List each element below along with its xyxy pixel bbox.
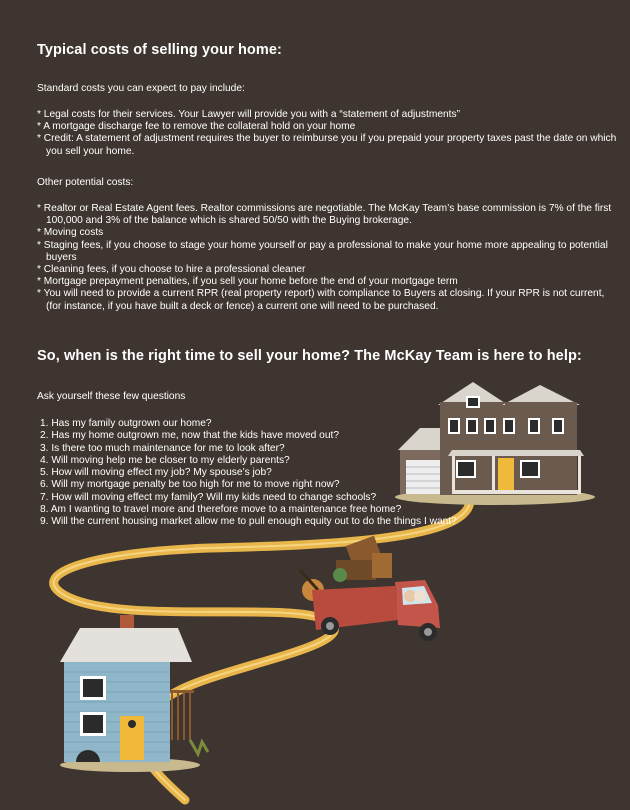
list-item: 9. Will the current housing market allow me to pull enough equity out to do the things I want? bbox=[40, 516, 457, 528]
other-costs-intro: Other potential costs: bbox=[37, 177, 134, 188]
small-house-icon bbox=[60, 615, 208, 772]
list-item: 1. Has my family outgrown our home? bbox=[40, 418, 212, 429]
list-item: * Moving costs bbox=[37, 227, 104, 239]
list-item: * Staging fees, if you choose to stage your home yourself or pay a professional to make your home more appealing to potential buyers bbox=[37, 239, 608, 263]
list-item: 5. How will moving effect my job? My spouse’s job? bbox=[40, 467, 272, 479]
list-item: 8. Am I wanting to travel more and therefore move to a maintenance free home? bbox=[40, 504, 402, 516]
list-item: 6. Will my mortgage penalty be too high for me to move right now? bbox=[40, 479, 340, 491]
other-costs-list bbox=[37, 203, 622, 313]
list-item: 3. Is there too much maintenance for me to look after? bbox=[40, 442, 285, 454]
list-item: 4. Will moving help me be closer to my elderly parents? bbox=[40, 454, 290, 466]
list-item: 7. How will moving effect my family? Will my kids need to change schools? bbox=[40, 491, 377, 503]
questions-intro: Ask yourself these few questions bbox=[37, 391, 186, 402]
list-item: * Realtor or Real Estate Agent fees. Realtor commissions are negotiable. The McKay Team’s base commission is 7% of the first 100,000 and 3% of the balance which is shared 50/50 with the Buying brokerage. bbox=[37, 203, 612, 227]
list-item: * Cleaning fees, if you choose to hire a professional cleaner bbox=[37, 264, 306, 276]
list-item: * Credit: A statement of adjustment requires the buyer to reimburse you if you prepaid your property taxes past the date on which you sell your home. bbox=[37, 133, 617, 157]
section-heading-timing: So, when is the right time to sell your home? The McKay Team is here to help: bbox=[37, 348, 582, 364]
section-heading-costs: Typical costs of selling your home: bbox=[37, 42, 282, 58]
moving-truck-icon bbox=[300, 536, 440, 641]
list-item: * Mortgage prepayment penalties, if you sell your home before the end of your mortgage term bbox=[37, 276, 458, 288]
questions-list bbox=[37, 418, 622, 529]
standard-costs-intro: Standard costs you can expect to pay include: bbox=[37, 83, 245, 94]
list-item: 2. Has my home outgrown me, now that the kids have moved out? bbox=[40, 430, 339, 442]
list-item: * A mortgage discharge fee to remove the collateral hold on your home bbox=[37, 121, 356, 133]
list-item: * You will need to provide a current RPR (real property report) with compliance to Buyers at closing. If your RPR is not current, (for instance, if you have built a deck or fence) a current one will need to be purchased. bbox=[37, 288, 605, 312]
list-item: * Legal costs for their services. Your Lawyer will provide you with a “statement of adjustments” bbox=[37, 109, 460, 120]
standard-costs-list bbox=[37, 109, 622, 158]
